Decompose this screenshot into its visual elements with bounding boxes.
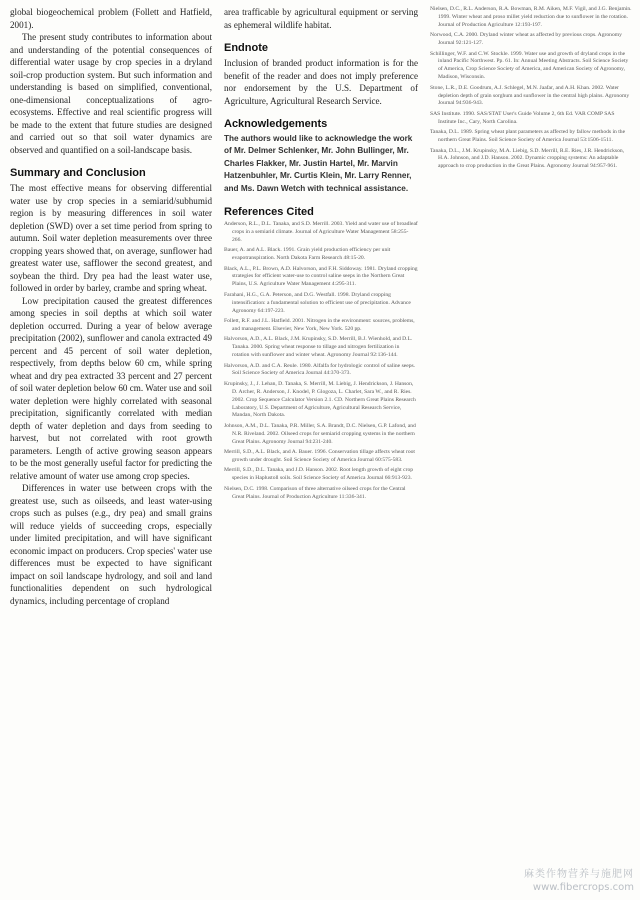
reference-entry: Nielsen, D.C., R.L. Anderson, R.A. Bowman, R.M. Aiken, M.F. Vigil, and J.G. Benjamin. 1999. Winter wheat and proso millet yield reduction due to sunflower in the rotation. Journal of Production Agriculture 12:193-197.	[430, 6, 632, 28]
site-watermark	[524, 868, 634, 894]
watermark-url: www.fibercrops.com	[532, 882, 634, 893]
reference-entry: Norwood, C.A. 2000. Dryland winter wheat as affected by previous crops. Agronomy Journal 92:121-127.	[430, 32, 622, 47]
reference-entry: Halvorson, A.D., A.L. Black, J.M. Krupinsky, S.D. Merrill, B.J. Wienhold, and D.L. Tanaka. 2000. Spring wheat response to tillage and nitrogen fertilization in rotation with sunflower and winter wheat. Agronomy Journal 92:136-144.	[224, 336, 413, 359]
body-paragraph: Low precipitation caused the greatest differences among species in soil depths at which soil water depletion occurred. During a year of below average precipitation (2002), sunflower and canola extracted 49 percent and 45 percent of soil water depletion, respectively, from depths below 60 cm, while spring wheat and dry pea extracted 33 percent and 27 percent of soil water depletion below 60 cm. Water use and soil water depletion were highly correlated with seasonal precipitation, significantly correlated with median depth of water depletion and days from seeding to harvest, but not correlated with root growth parameters. Length of active growing season appears to be the most generally useful factor for predicting the relative amount of water use among crop species.	[10, 295, 212, 481]
body-paragraph: The present study contributes to information about and understanding of the potential consequences of differential water usage by crop species in a dryland soil-crop production system. But such information and understanding is based on simplified, conventional, one-dimensional conceptualizations of agro-ecosystems. Effective and real scientific progress will be made to the extent that future studies are designed and carried out so that soil water dynamics are observed and quantified on a soil-landscape basis.	[10, 32, 212, 155]
summary-heading: Summary and Conclusion	[10, 167, 146, 179]
endnote-heading: Endnote	[224, 42, 268, 54]
reference-entry: Anderson, R.L., D.L. Tanaka, and S.D. Merrill. 2003. Yield and water use of broadleaf crops in a semiarid climate. Journal of Agriculture Water Management 58:255-266.	[224, 221, 418, 243]
acknowledgements-text: The authors would like to acknowledge the work of Mr. Delmer Schlenker, Mr. John Bullinger, Mr. Charles Flakker, Mr. Justin Hartel, Mr. Marvin Hatzenbuhler, Mr. Curtis Klein, Mr. Larry Renner, and Ms. Dawn Wetch with technical assistance.	[224, 134, 413, 193]
reference-entry: Merrill, S.D., A.L. Black, and A. Bauer. 1996. Conservation tillage affects wheat root growth under drought. Soil Science Society of America Journal 60:575-583.	[224, 449, 415, 463]
endnote-text: Inclusion of branded product information is for the benefit of the reader and does not imply preference nor endorsement by the U.S. Department of Agriculture, Agricultural Research Service.	[224, 58, 418, 106]
reference-entry: Stone, L.R., D.E. Goodrum, A.J. Schlegel, M.N. Jaafar, and A.H. Khan. 2002. Water depletion depth of grain sorghum and sunflower in the central high plains. Agronomy Journal 94:936-943.	[430, 84, 630, 107]
left-column	[10, 6, 212, 607]
acknowledgements-heading: Acknowledgements	[224, 118, 328, 130]
right-column	[430, 6, 634, 174]
reference-entry: Johnson, A.M., D.L. Tanaka, P.R. Miller, S.A. Brandt, D.C. Nielsen, G.P. Lafond, and N.R. Riveland. 2002. Oilseed crops for semiarid cropping systems in the northern Great Plains. Agronomy Journal 94:231-240.	[224, 422, 416, 445]
reference-entry: Follett, R.F. and J.L. Hatfield. 2001. Nitrogen in the environment: sources, problems, and management. Elsevier, New York, New York. 520 pp.	[224, 318, 415, 332]
reference-entry: Tanaka, D.L. 1989. Spring wheat plant parameters as affected by fallow methods in the northern Great Plains. Soil Science Society of America Journal 53:1506-1511.	[430, 129, 626, 144]
middle-column	[224, 6, 418, 504]
body-paragraph: Differences in water use between crops with the greatest use, such as oilseeds, and least water-using crops such as pulses (e.g., dry pea) and small grains will reduce yields of succeeding crops, especially under limited precipitation, and will have significant economic impact on producers. Crop species' water use differences must be expected to have significant impact on soil landscape hydrology, and soil and land functionalities dependent on such hydrological dynamics, including percentage of cropland	[10, 483, 212, 606]
references-heading: References Cited	[224, 206, 314, 219]
references-list	[224, 221, 418, 502]
reference-entry: SAS Institute. 1990. SAS/STAT User's Guide Volume 2, 6th Ed. VAR COMP SAS Institute Inc., Cary, North Carolina.	[430, 110, 615, 125]
reference-entry: Schillinger, W.F. and C.W. Stockle. 1999. Water use and growth of dryland crops in the inland Pacific Northwest. Pp. 61. In: Annual Meeting Abstracts. Soil Science Society of America, Crop Science Society of America, and American Society of Agronomy, Madison, Wisconsin.	[430, 50, 629, 81]
reference-entry: Halvorson, A.D. and C.A. Reule. 1980. Alfalfa for hydrologic control of saline seeps. Soil Science Society of America Journal 44:370-373.	[224, 362, 416, 377]
body-paragraph: The most effective means for observing differential water use by crop species in a semiarid/subhumid region is by measuring differences in soil water depletion (SWD) over a set time period from spring to autumn. Soil water depletion measurements over three cropping years showed that, on average, sunflower had greatest water use, safflower the second greatest, and soybean the third. Dry pea had the least water use, followed in order by barley, crambe and spring wheat.	[10, 183, 212, 293]
body-paragraph: area trafficable by agricultural equipment or serving as ephemeral wildlife habitat.	[224, 7, 418, 30]
reference-entry: Black, A.L., P.L. Brown, A.D. Halvorson, and F.H. Siddoway. 1981. Dryland cropping strategies for efficient water-use to control saline seeps in the Northern Great Plains, U.S. Agriculture Water Management 4:295-311.	[224, 265, 418, 288]
reference-entry: Farahani, H.G., G.A. Peterson, and D.G. Westfall. 1998. Dryland cropping intensification: a fundamental solution to efficient use of precipitation. Advance Agronomy 64:197-223.	[224, 291, 411, 314]
reference-entry: Tanaka, D.L., J.M. Krupinsky, M.A. Liebig, S.D. Merrill, R.E. Ries, J.R. Hendrickson, H.A. Johnson, and J.D. Hanson. 2002. Dynamic cropping systems: An adaptable approach to crop production in the Great Plains. Agronomy Journal 94:957-961.	[430, 147, 625, 170]
references-list	[430, 6, 634, 171]
reference-entry: Nielsen, D.C. 1998. Comparison of three alternative oilseed crops for the Central Great Plains. Journal of Production Agriculture 11:336-341.	[224, 485, 406, 500]
reference-entry: Krupinsky, J., J. Lehan, D. Tanaka, S. Merrill, M. Liebig, J. Hendrickson, J. Hanson, D. Archer, R. Anderson, J. Knodel, P. Glogoza, L. Charlet, Sara W., and R. Ries. 2002. Crop Sequence Calculator Version 2.1. CD. Northern Great Plains Research Laboratory, U.S. Department of Agriculture, Agricultural Research Service, Mandan, North Dakota.	[224, 380, 416, 419]
reference-entry: Bauer, A. and A.L. Black. 1991. Grain yield production efficiency per unit evapotranspiration. North Dakota Farm Research 48:15-20.	[224, 247, 391, 262]
watermark-chinese-text: 麻类作物营养与施肥网	[524, 869, 634, 880]
reference-entry: Merrill, S.D., D.L. Tanaka, and J.D. Hanson. 2002. Root length growth of eight crop species in Haplustoll soils. Soil Science Society of America Journal 66:913-923.	[224, 467, 414, 482]
body-paragraph: global biogeochemical problem (Follett and Hatfield, 2001).	[10, 7, 212, 30]
